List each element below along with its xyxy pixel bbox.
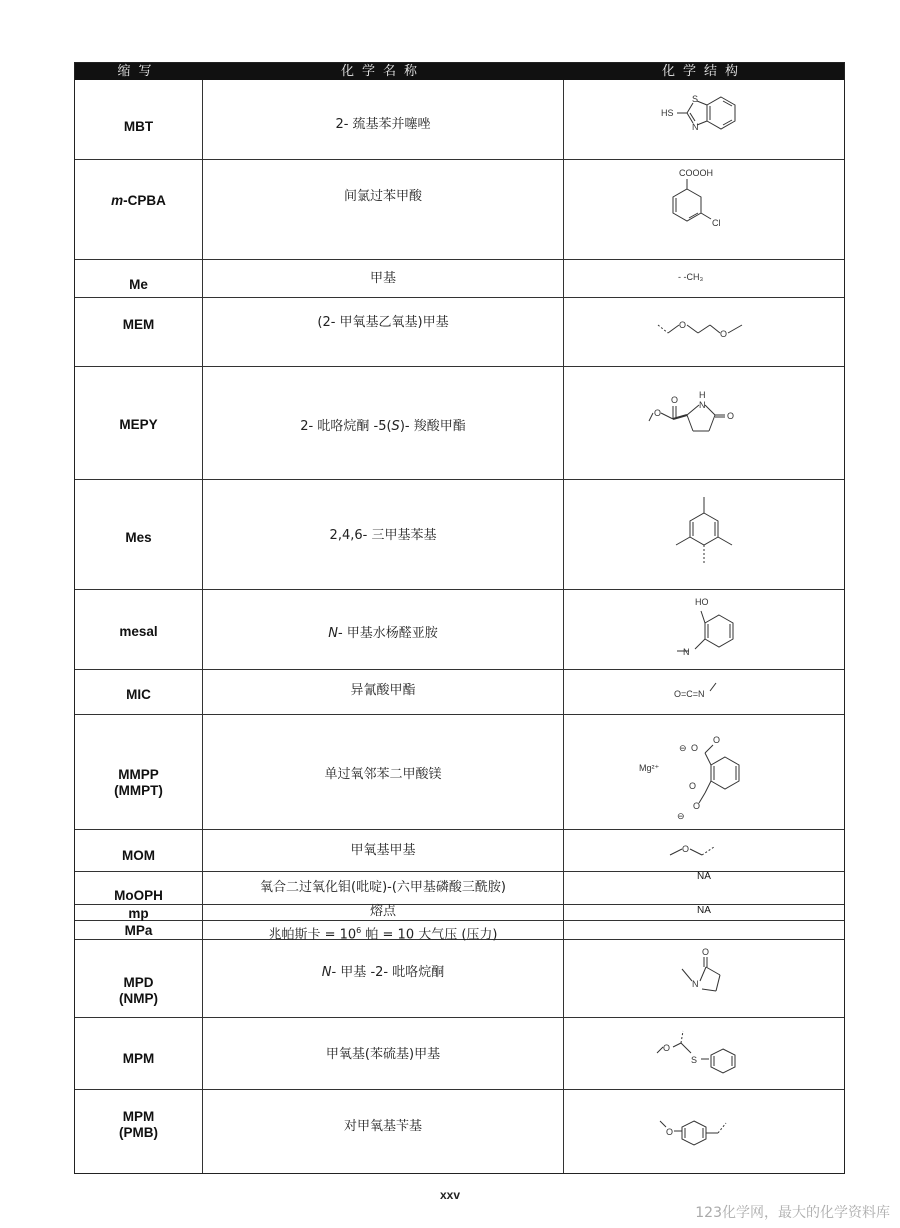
row-name: 间氯过苯甲酸 [343, 189, 422, 204]
structure-mem [564, 307, 844, 347]
row-abbr: mesal [119, 624, 158, 639]
row-abbr: Mes [125, 530, 152, 545]
row-name: 甲氧基甲基 [350, 843, 416, 858]
row-name: 异氰酸甲酯 [350, 683, 416, 698]
row-abbr: MPM [122, 1051, 155, 1066]
structure-me [564, 265, 844, 289]
struct-label: HS [661, 108, 674, 118]
struct-label: N [692, 122, 699, 132]
row-abbr: MPD [123, 975, 154, 990]
row-name [203, 625, 563, 642]
row-divider [75, 366, 844, 367]
struct-label: COOOH [679, 168, 714, 178]
structure-mic [564, 675, 844, 707]
row-name: 2,4,6- 三甲基苯基 [329, 528, 437, 543]
struct-label: - -CH₃ [678, 272, 704, 282]
structure-mpd [564, 943, 844, 1013]
struct-label: O [689, 781, 697, 791]
row-abbr: MEM [122, 317, 155, 332]
struct-label: O [693, 801, 701, 811]
row-abbr-alt: (NMP) [119, 991, 158, 1006]
struct-label: ⊖ [677, 811, 685, 821]
structure-pmb [564, 1103, 844, 1153]
name-italic: S [391, 419, 400, 434]
row-abbr: MoOPH [114, 888, 163, 903]
structure-mom [564, 835, 844, 865]
struct-label: O [720, 329, 728, 339]
name-part: 兆帕斯卡 = 10 [268, 927, 357, 943]
name-part: 帕 = 10 大气压 (压力) [361, 927, 498, 943]
struct-label: O [666, 1127, 674, 1137]
struct-label: O [663, 1043, 671, 1053]
row-abbr: MMPP [118, 767, 159, 782]
row-name: (2- 甲氧基乙氧基)甲基 [317, 315, 449, 330]
struct-label: N [692, 979, 699, 989]
row-name [203, 964, 563, 981]
structure-mmpp [564, 723, 844, 823]
row-divider [75, 259, 844, 260]
structure-mesal [564, 593, 844, 663]
header-structure: 化学结构 [661, 64, 746, 79]
row-abbr: MEPY [119, 417, 158, 432]
header-abbr: 缩写 [117, 64, 160, 79]
name-part: 2- 吡咯烷酮 -5( [300, 419, 392, 434]
abbr-text: -CPBA [123, 193, 166, 208]
struct-label: O [654, 408, 662, 418]
struct-label: O [691, 743, 699, 753]
struct-label: O [679, 320, 687, 330]
structure-mpm-thio [564, 1021, 844, 1085]
struct-label: O [727, 411, 735, 421]
row-abbr-alt: (PMB) [119, 1125, 158, 1140]
struct-label: HO [695, 597, 709, 607]
structure-na: NA [697, 905, 711, 916]
row-divider [75, 669, 844, 670]
row-divider [75, 1089, 844, 1090]
abbreviation-table [74, 62, 845, 1174]
row-divider [75, 829, 844, 830]
row-name: 甲基 [369, 271, 396, 286]
row-name: 2- 巯基苯并噻唑 [335, 117, 431, 132]
table-header [75, 63, 844, 80]
row-abbr [75, 192, 202, 209]
name-part: - 甲基水杨醛亚胺 [337, 626, 438, 641]
name-italic: N [328, 626, 338, 641]
struct-label: H [699, 390, 706, 400]
row-divider [75, 589, 844, 590]
struct-label: N [699, 400, 706, 410]
name-superscript: 6 [356, 926, 362, 935]
name-italic: N [321, 965, 332, 980]
row-abbr-alt: (MMPT) [114, 783, 163, 798]
page-number: xxv [439, 1188, 461, 1202]
structure-na: NA [697, 871, 711, 882]
row-name: 氧合二过氧化钼(吡啶)-(六甲基磷酸三酰胺) [260, 880, 506, 895]
struct-label: S [691, 1055, 698, 1065]
row-name [203, 922, 563, 943]
row-name [203, 418, 563, 435]
row-abbr: MOM [122, 848, 155, 863]
struct-label: Cl [712, 218, 721, 228]
struct-label: O [713, 735, 721, 745]
structure-mepy [564, 381, 844, 461]
struct-label: O=C=N [674, 689, 705, 699]
struct-label: O [682, 844, 690, 854]
structure-mes [564, 487, 844, 582]
row-abbr: MBT [123, 119, 154, 134]
name-part: )- 羧酸甲酯 [399, 419, 466, 434]
row-divider [75, 1017, 844, 1018]
row-name: 熔点 [369, 904, 396, 919]
row-name: 甲氧基(苯硫基)甲基 [325, 1047, 441, 1062]
watermark: 123化学网，最大的化学资料库 [695, 1205, 890, 1221]
row-divider [75, 159, 844, 160]
name-part: - 甲基 -2- 吡咯烷酮 [331, 965, 445, 980]
row-divider [75, 479, 844, 480]
struct-label: Mg²⁺ [639, 763, 660, 773]
row-abbr: MPa [124, 923, 153, 938]
row-abbr: mp [128, 906, 149, 921]
struct-label: S [692, 94, 699, 104]
row-abbr: Me [129, 277, 148, 292]
row-name: 单过氧邻苯二甲酸镁 [324, 767, 442, 782]
header-name: 化学名称 [340, 64, 425, 79]
struct-label: ⊖ [679, 743, 687, 753]
structure-mbt [564, 85, 844, 145]
row-divider [75, 714, 844, 715]
struct-label: O [671, 395, 679, 405]
row-abbr: MIC [126, 687, 151, 702]
row-name: 对甲氧基苄基 [343, 1119, 422, 1134]
struct-label: O [702, 947, 710, 957]
abbr-italic-prefix: m [111, 193, 124, 208]
row-abbr: MPM [122, 1109, 155, 1124]
structure-mcpba [564, 163, 844, 233]
struct-label: N [683, 647, 690, 657]
row-divider [75, 297, 844, 298]
